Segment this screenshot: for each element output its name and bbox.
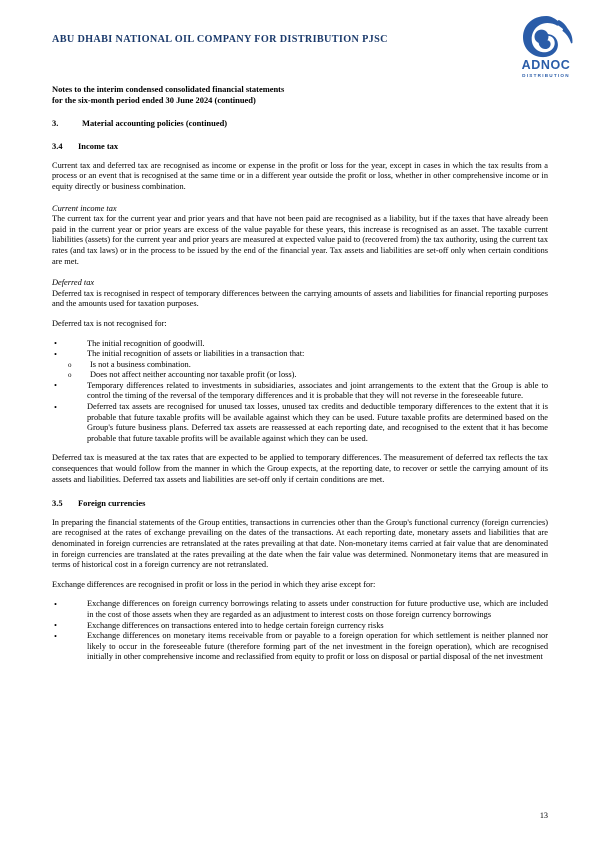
deferred-tax-sub-bullet-list <box>52 360 548 381</box>
list-item: • Exchange differences on monetary items receivable from or payable to a foreign operation for which settlement is neither planned nor likely to occur in the foreseeable future (therefore forming part of the net investment in the foreign operation), which are recognised initially in other comprehensive income and reclassified from equity to profit or loss on disposal or partial disposal of the net investment <box>52 631 548 663</box>
document-title-line1: Notes to the interim condensed consolidated financial statements <box>52 84 285 94</box>
section-heading-income-tax <box>52 141 548 152</box>
foreign-currencies-bullet-list <box>52 599 548 663</box>
document-title <box>52 84 548 106</box>
deferred-tax-body: Deferred tax is recognised in respect of temporary differences between the carrying amounts of assets and liabilities for financial reporting purposes and the amounts used for taxation purposes. <box>52 288 548 309</box>
adnoc-wordmark: ADNOC <box>521 58 571 72</box>
exchange-differences-lead: Exchange differences are recognised in profit or loss in the period in which they arise except for: <box>52 579 376 589</box>
deferred-tax-heading: Deferred tax <box>52 278 95 288</box>
section-title-income-tax: Income tax <box>78 141 119 152</box>
sub-list-item: o Does not affect neither accounting nor taxable profit (or loss). <box>52 370 548 381</box>
adnoc-logo-subtitle: DISTRIBUTION <box>522 73 570 78</box>
note-title: Material accounting policies (continued) <box>82 117 228 128</box>
adnoc-falcon-icon <box>504 14 588 60</box>
section-heading-foreign-currencies <box>52 498 548 509</box>
current-income-tax-heading: Current income tax <box>52 203 117 213</box>
list-item: • Exchange differences on foreign currency borrowings relating to assets under construction for future productive use, which are included in the cost of those assets when they are regarded as an adjustment to interest costs on those foreign currency borrowings <box>52 599 548 620</box>
deferred-tax-bullet-list <box>52 339 548 445</box>
page-number: 13 <box>539 811 548 820</box>
list-item: • Deferred tax assets are recognised for unused tax losses, unused tax credits and deductible temporary differences to the extent that it is probable that future taxable profits will be available against which they can be used. Future taxable profits are determined based on the Group's future business plans. Deferred tax assets are reassessed at each reporting date, and recognised to the extent that it has become probable that future taxable profits will be available against which they can be used. <box>52 402 548 444</box>
income-tax-intro: Current tax and deferred tax are recognised as income or expense in the profit or loss for the year, except in cases in which the tax results from a process or an event that is recognised at the same time or in a different year outside the profit or loss, whether in other comprehensive income or in equity directly or business combination. <box>52 160 548 191</box>
list-item: • Temporary differences related to investments in subsidiaries, associates and joint arrangements to the extent that the Group is able to control the timing of the reversal of the temporary differences and it is probable that they will not reverse in the foreseeable future. <box>52 381 548 402</box>
foreign-currencies-body: In preparing the financial statements of the Group entities, transactions in currencies other than the Group's functional currency (foreign currencies) are recognised at the rates of exchange prevailing on the dates of the transactions. At each reporting date, monetary assets and liabilities that are denominated in foreign currencies are retranslated at the rates prevailing at that date. Non-monetary items carried at fair value that are denominated in foreign currencies are translated at the rates prevailing at the date when the fair value was determined. Nonmonetary items that are measured in terms of historical cost in a foreign currency are not retranslated. <box>52 517 548 570</box>
note-heading <box>52 118 548 129</box>
adnoc-logo <box>504 14 588 90</box>
list-item: • Exchange differences on transactions entered into to hedge certain foreign currency risks <box>52 621 548 632</box>
deferred-tax-not-recognised-lead: Deferred tax is not recognised for: <box>52 318 167 328</box>
note-number: 3. <box>52 117 59 128</box>
section-title-foreign-currencies: Foreign currencies <box>78 498 146 509</box>
sub-list-item: o Is not a business combination. <box>52 360 548 371</box>
document-content <box>52 84 548 663</box>
list-item: • The initial recognition of goodwill. <box>52 339 548 350</box>
deferred-tax-measurement: Deferred tax is measured at the tax rates that are expected to be applied to temporary differences. The measurement of deferred tax reflects the tax consequences that would follow from the manner in which the Group expects, at the reporting date, to recover or settle the carrying amount of its assets and liabilities. Deferred tax assets and liabilities are set-off only if certain conditions are met. <box>52 453 548 484</box>
list-item: • The initial recognition of assets or liabilities in a transaction that: <box>52 349 548 360</box>
section-number-3-4: 3.4 <box>52 141 63 152</box>
document-title-line2: for the six-month period ended 30 June 2024 (continued) <box>52 94 256 105</box>
current-income-tax-body: The current tax for the current year and prior years and that have not been paid are recognised as a liability, but if the taxes that have already been paid in the current year or prior years are excess of the value payable for these years, this increase is recognised as an asset. The taxable current liabilities (assets) for the current year and prior years are measured at expected value paid to (recovered from) the tax authority, using the current tax rates (and tax laws) or in the process to be issued by the end of the financial year. Tax assets and liabilities are set-off only when certain conditions are met. <box>52 214 548 266</box>
section-number-3-5: 3.5 <box>52 498 63 509</box>
company-name: ABU DHABI NATIONAL OIL COMPANY FOR DISTRIBUTION PJSC <box>52 34 388 45</box>
